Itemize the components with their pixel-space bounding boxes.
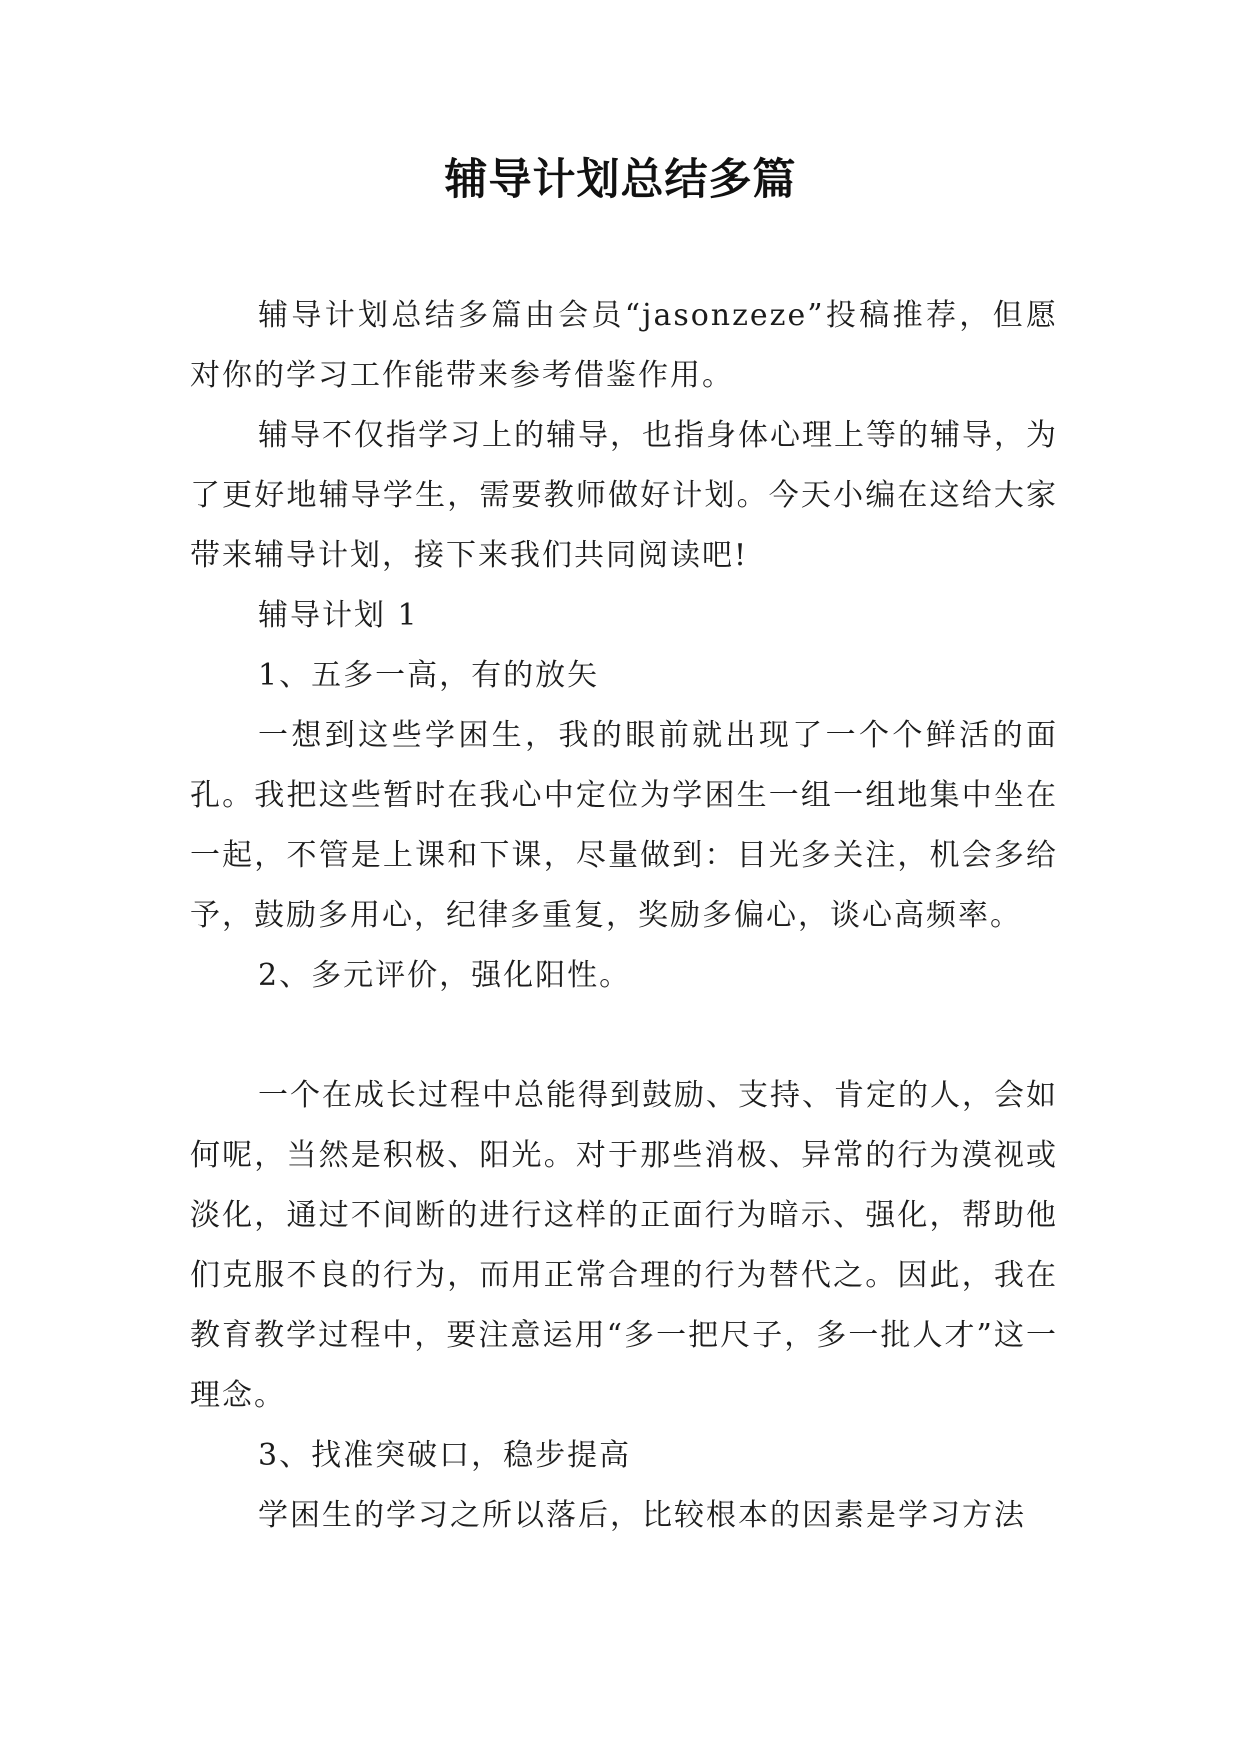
document-body: [190, 286, 1058, 1546]
paragraph-intro: 辅导计划总结多篇由会员“jasonzeze”投稿推荐，但愿对你的学习工作能带来参考借鉴作用。: [190, 298, 1058, 393]
paragraph-overview: 辅导不仅指学习上的辅导，也指身体心理上等的辅导，为了更好地辅导学生，需要教师做好计划。今天小编在这给大家带来辅导计划，接下来我们共同阅读吧!: [190, 418, 1058, 573]
point-heading-3: 3、找准突破口，稳步提高: [258, 1438, 632, 1473]
paragraph-point-3: 学困生的学习之所以落后，比较根本的因素是学习方法: [258, 1498, 1026, 1533]
paragraph-point-1: 一想到这些学困生，我的眼前就出现了一个个鲜活的面孔。我把这些暂时在我心中定位为学困生一组一组地集中坐在一起，不管是上课和下课，尽量做到：目光多关注，机会多给予，鼓励多用心，纪律多重复，奖励多偏心，谈心高频率。: [190, 718, 1058, 933]
point-heading-1: 1、五多一高，有的放矢: [258, 658, 600, 693]
paragraph-point-2: 一个在成长过程中总能得到鼓励、支持、肯定的人，会如何呢，当然是积极、阳光。对于那些消极、异常的行为漠视或淡化，通过不间断的进行这样的正面行为暗示、强化，帮助他们克服不良的行为，而用正常合理的行为替代之。因此，我在教育教学过程中，要注意运用“多一把尺子，多一批人才”这一理念。: [190, 1078, 1058, 1413]
section-heading-plan-1: 辅导计划 1: [258, 598, 419, 633]
point-heading-2: 2、多元评价，强化阳性。: [258, 958, 632, 993]
document-title: 辅导计划总结多篇: [444, 155, 797, 205]
